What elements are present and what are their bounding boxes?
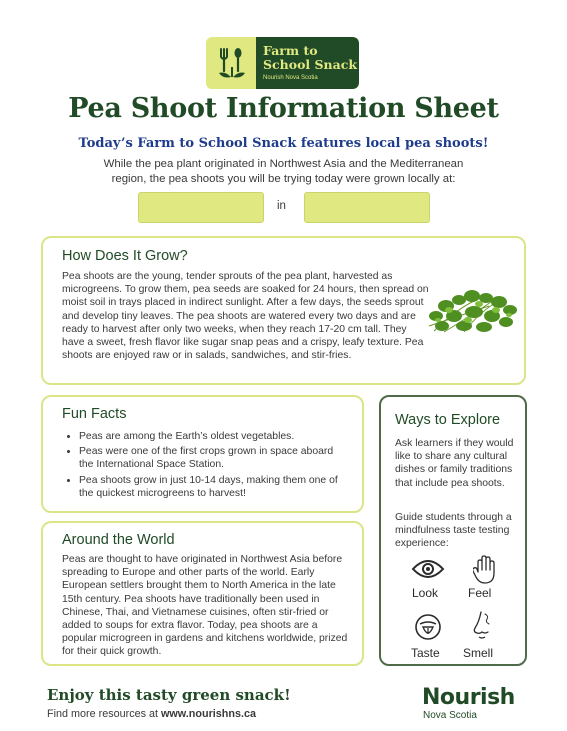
grow-heading: How Does It Grow? bbox=[62, 248, 188, 264]
nose-icon bbox=[471, 610, 495, 642]
fun-facts-section bbox=[41, 395, 364, 513]
resources-link[interactable]: www.nourishns.ca bbox=[161, 708, 257, 720]
logo-subtitle: Nourish Nova Scotia bbox=[263, 75, 318, 81]
farm-name-field[interactable] bbox=[138, 192, 264, 223]
fact-item: • Peas were one of the first crops grown in space aboard the International Space Station. bbox=[79, 445, 347, 471]
explore-para-2: Guide students through a mindfulness taste testing experience: bbox=[395, 512, 512, 550]
community-name-field[interactable] bbox=[304, 192, 430, 223]
intro-text: While the pea plant originated in Northwest Asia and the Mediterranean region, the pea shoots you will be trying today were grown locally at: bbox=[103, 158, 464, 185]
footer-tagline: Enjoy this tasty green snack! bbox=[47, 686, 291, 704]
logo-title: Farm to School Snack bbox=[263, 43, 357, 72]
facts-heading: Fun Facts bbox=[62, 406, 127, 422]
page-subtitle: Today’s Farm to School Snack features local pea shoots! bbox=[78, 136, 489, 151]
world-heading: Around the World bbox=[62, 532, 175, 548]
farm-to-school-logo bbox=[206, 37, 359, 89]
location-connector: in bbox=[277, 200, 286, 212]
sense-label-look: Look bbox=[412, 586, 439, 600]
fact-item: • Pea shoots grow in just 10-14 days, making them one of the quickest microgreens to harvest! bbox=[79, 474, 347, 500]
nourish-logo-subtitle: Nova Scotia bbox=[423, 710, 477, 721]
footer-resources bbox=[47, 708, 256, 720]
ways-to-explore-section bbox=[379, 395, 527, 666]
world-body: Peas are thought to have originated in Northwest Asia before spreading to Europe and other parts of the world. Early European settlers brought them to North America in the late 15th century. Pea shoots have traditionally been used in Chinese, Thai, and Vietnamese cuisines, often stir-fried or added to soups for extra flavor. Today, pea shoots are a popular microgreen in gardens and kitchens worldwide, prized for their quick growth. bbox=[62, 554, 348, 658]
facts-list bbox=[62, 430, 347, 500]
around-the-world-section bbox=[41, 521, 364, 666]
resources-prefix: Find more resources at bbox=[47, 708, 162, 720]
facts-list-wrapper bbox=[62, 430, 347, 502]
sense-label-taste: Taste bbox=[411, 646, 440, 660]
explore-para-1: Ask learners if they would like to share any cultural dishes or family traditions that include pea shoots. bbox=[395, 438, 514, 489]
grow-body: Pea shoots are the young, tender sprouts of the pea plant, harvested as microgreens. To grow them, pea seeds are soaked for 24 hours, then spread on moist soil in trays placed in indirect sunlight. After a few days, the seeds sprout and develop tiny leaves. The pea shoots are watered every two days and are ready to harvest after only two weeks, when they reach 17-20 cm tall. They have a sweet, fresh flavor like sugar snap peas and a crispy, leafy texture. Pea shoots are enjoyed raw or in salads, sandwiches, and stir-fries. bbox=[62, 271, 429, 362]
eye-icon bbox=[411, 557, 445, 581]
fork-spoon-leaf-icon bbox=[212, 43, 252, 83]
sense-label-feel: Feel bbox=[468, 586, 492, 600]
sense-label-smell: Smell bbox=[463, 646, 494, 660]
explore-heading: Ways to Explore bbox=[395, 412, 501, 428]
mouth-icon bbox=[414, 612, 442, 642]
page-title: Pea Shoot Information Sheet bbox=[68, 93, 499, 124]
fact-item: • Peas are among the Earth’s oldest vegetables. bbox=[79, 430, 347, 443]
hand-icon bbox=[473, 554, 495, 584]
nourish-logo: Nourish bbox=[422, 685, 515, 710]
pea-shoots-image bbox=[424, 286, 518, 336]
